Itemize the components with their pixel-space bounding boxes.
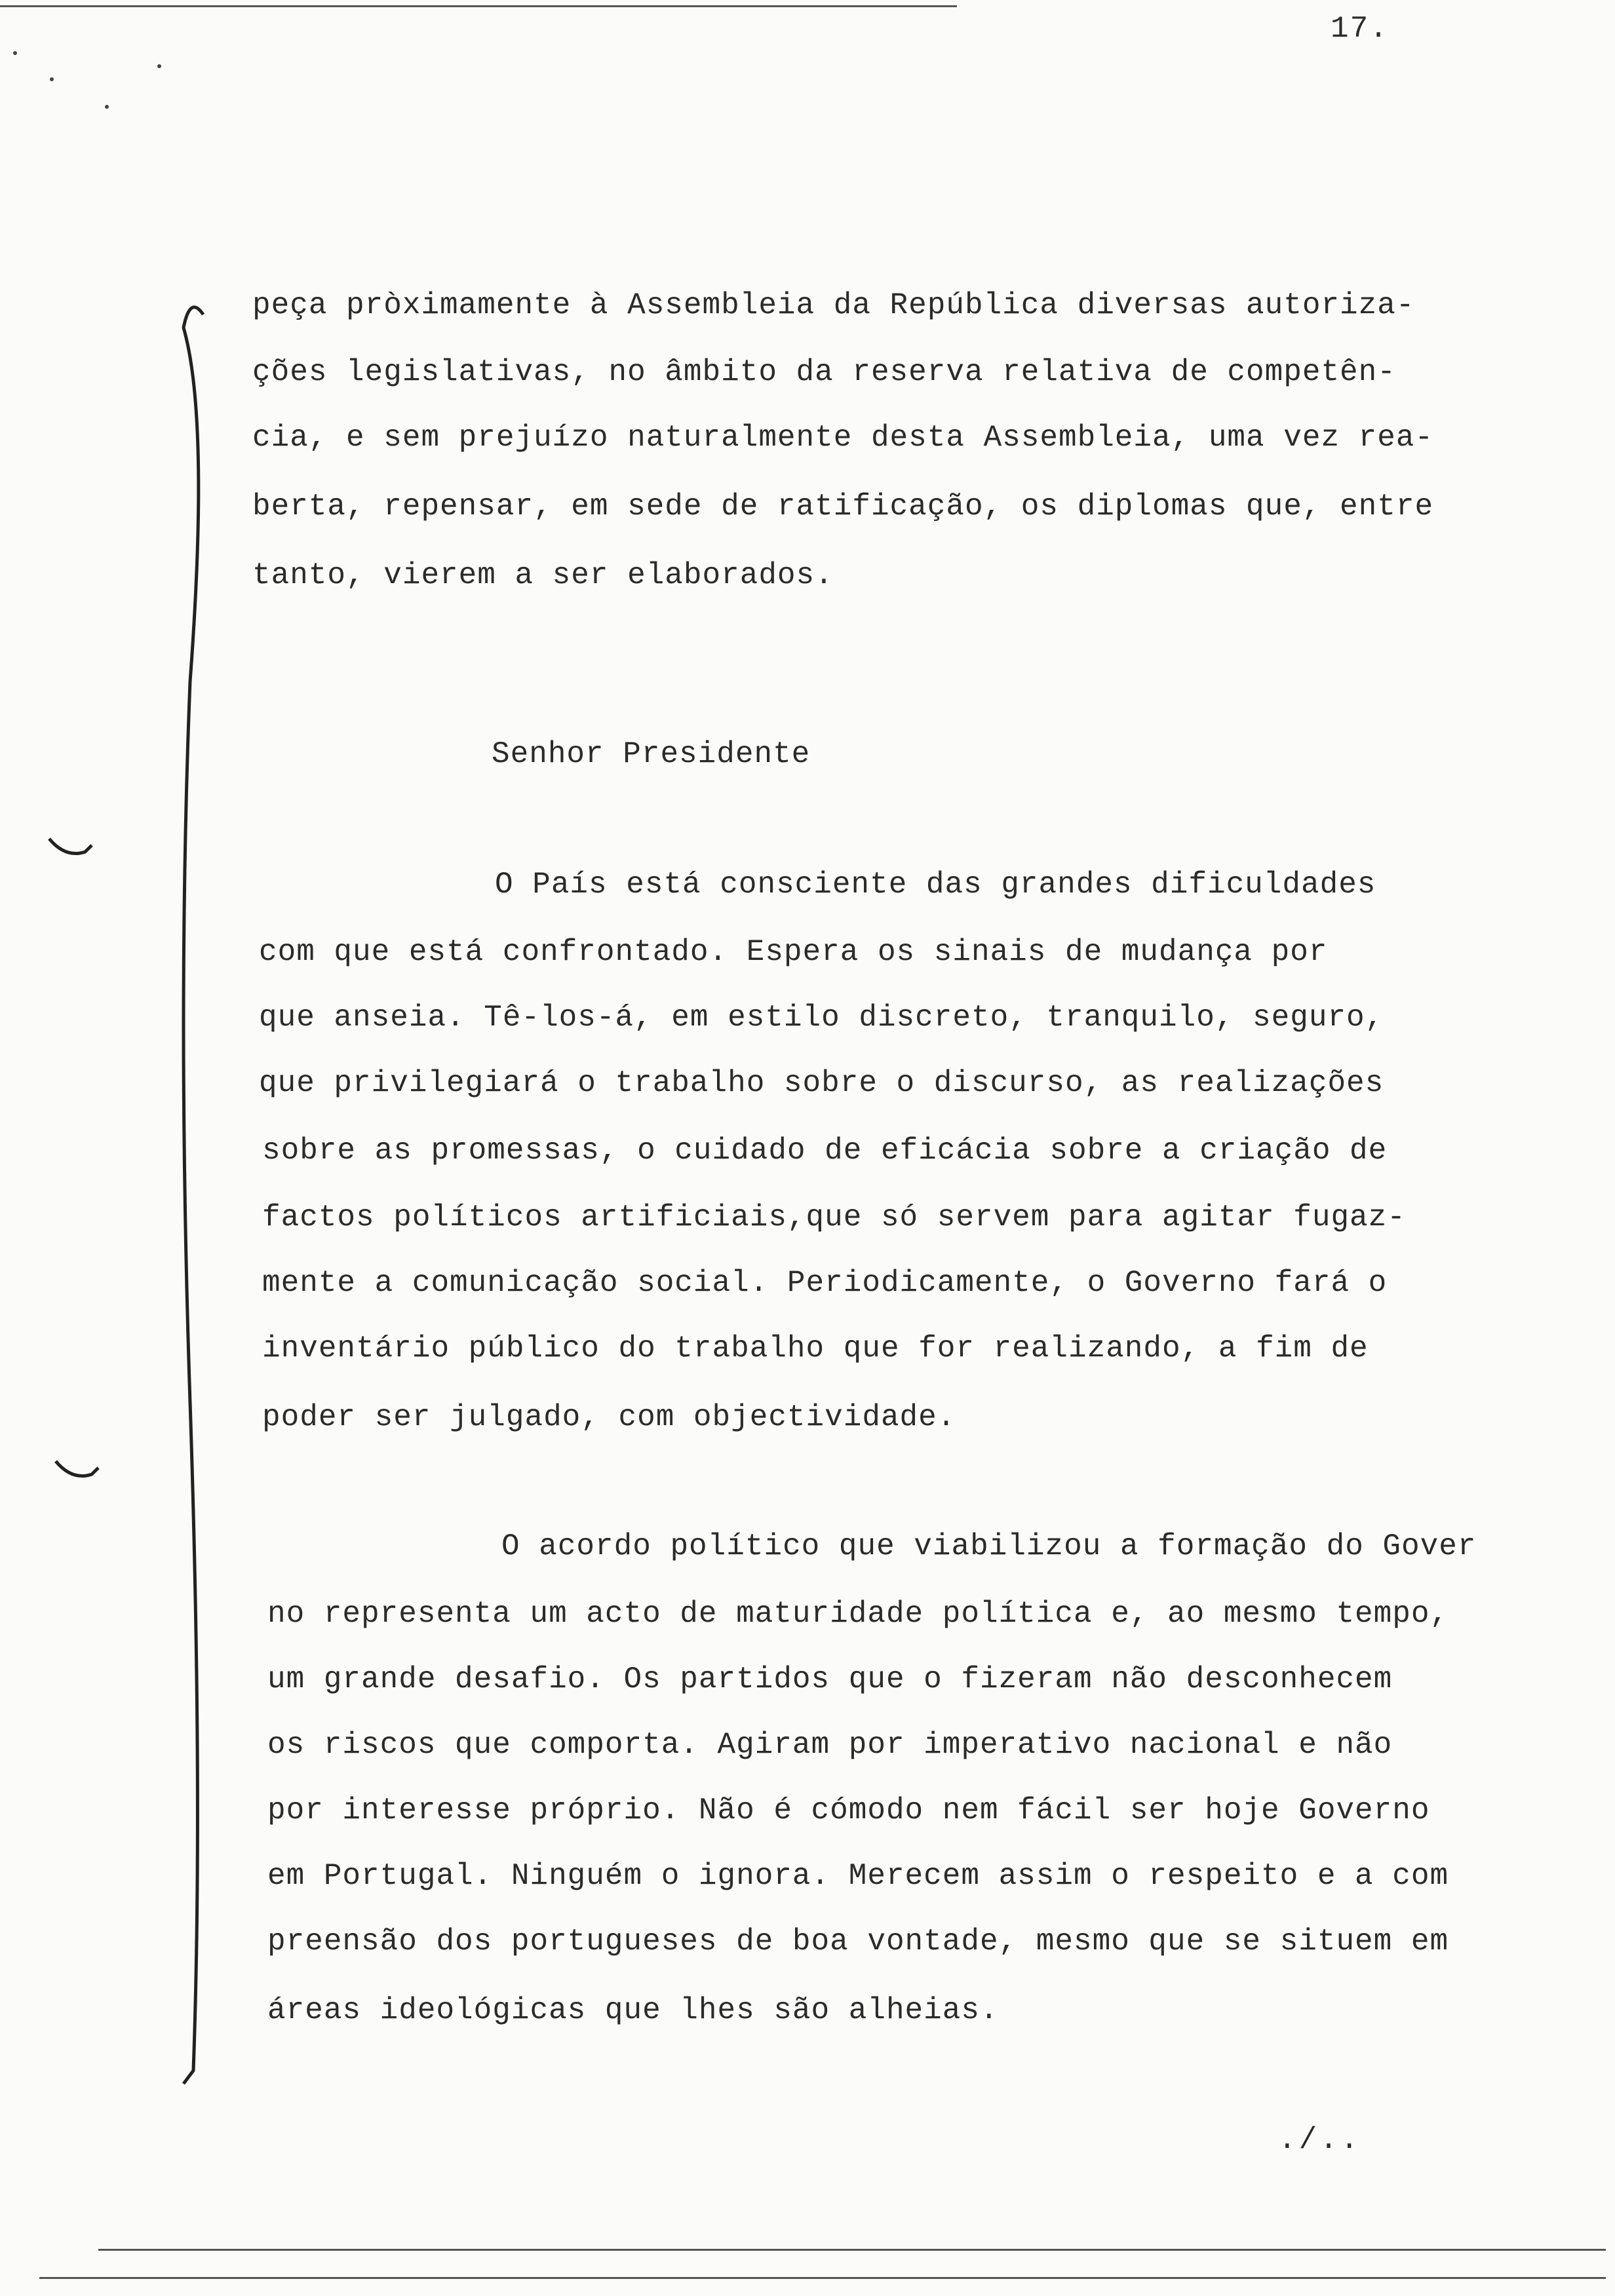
text-line: áreas ideológicas que lhes são alheias. (267, 1993, 999, 2027)
continuation-mark: ./.. (1278, 2123, 1361, 2157)
text-line: berta, repensar, em sede de ratificação, os diplomas que, entre (252, 489, 1434, 524)
text-line: O acordo político que viabilizou a formação do Gover (501, 1529, 1477, 1563)
scan-speck (105, 105, 109, 109)
text-line: inventário público do trabalho que for realizando, a fim de (262, 1331, 1369, 1366)
scan-speck (157, 64, 161, 68)
text-line: factos políticos artificiais,que só servem para agitar fugaz- (262, 1200, 1406, 1234)
text-line: que privilegiará o trabalho sobre o discurso, as realizações (259, 1066, 1384, 1100)
text-line: mente a comunicação social. Periodicamente, o Governo fará o (262, 1266, 1388, 1300)
bottom-scan-rule (98, 2249, 1606, 2251)
margin-bracket-mark (164, 288, 236, 2103)
text-line: no representa um acto de maturidade política e, ao mesmo tempo, (267, 1597, 1449, 1631)
bottom-scan-rule (39, 2277, 1606, 2279)
text-line: com que está confrontado. Espera os sinais de mudança por (259, 935, 1328, 969)
text-line: sobre as promessas, o cuidado de eficácia sobre a criação de (262, 1134, 1388, 1168)
text-line: peça pròximamente à Assembleia da República diversas autoriza- (252, 288, 1415, 322)
margin-check-mark (46, 832, 98, 865)
page-number: 17. (1331, 12, 1389, 46)
margin-check-mark (52, 1455, 105, 1487)
text-line: os riscos que comporta. Agiram por imperativo nacional e não (267, 1728, 1393, 1762)
text-line: por interesse próprio. Não é cómodo nem fácil ser hoje Governo (267, 1793, 1430, 1827)
scan-speck (50, 77, 54, 81)
text-line: um grande desafio. Os partidos que o fizeram não desconhecem (267, 1662, 1393, 1696)
scan-speck (13, 51, 17, 55)
text-line: poder ser julgado, com objectividade. (262, 1400, 956, 1434)
text-line: cia, e sem prejuízo naturalmente desta Assembleia, uma vez rea- (252, 421, 1434, 455)
text-line: ções legislativas, no âmbito da reserva relativa de competên- (252, 355, 1396, 389)
top-scan-rule (0, 5, 957, 7)
text-line: O País está consciente das grandes dificuldades (495, 868, 1376, 902)
text-line: tanto, vierem a ser elaborados. (252, 558, 834, 592)
salutation: Senhor Presidente (492, 737, 811, 771)
text-line: em Portugal. Ninguém o ignora. Merecem assim o respeito e a com (267, 1859, 1449, 1893)
text-line: preensão dos portugueses de boa vontade, mesmo que se situem em (267, 1924, 1449, 1959)
text-line: que anseia. Tê-los-á, em estilo discreto, tranquilo, seguro, (259, 1001, 1384, 1035)
